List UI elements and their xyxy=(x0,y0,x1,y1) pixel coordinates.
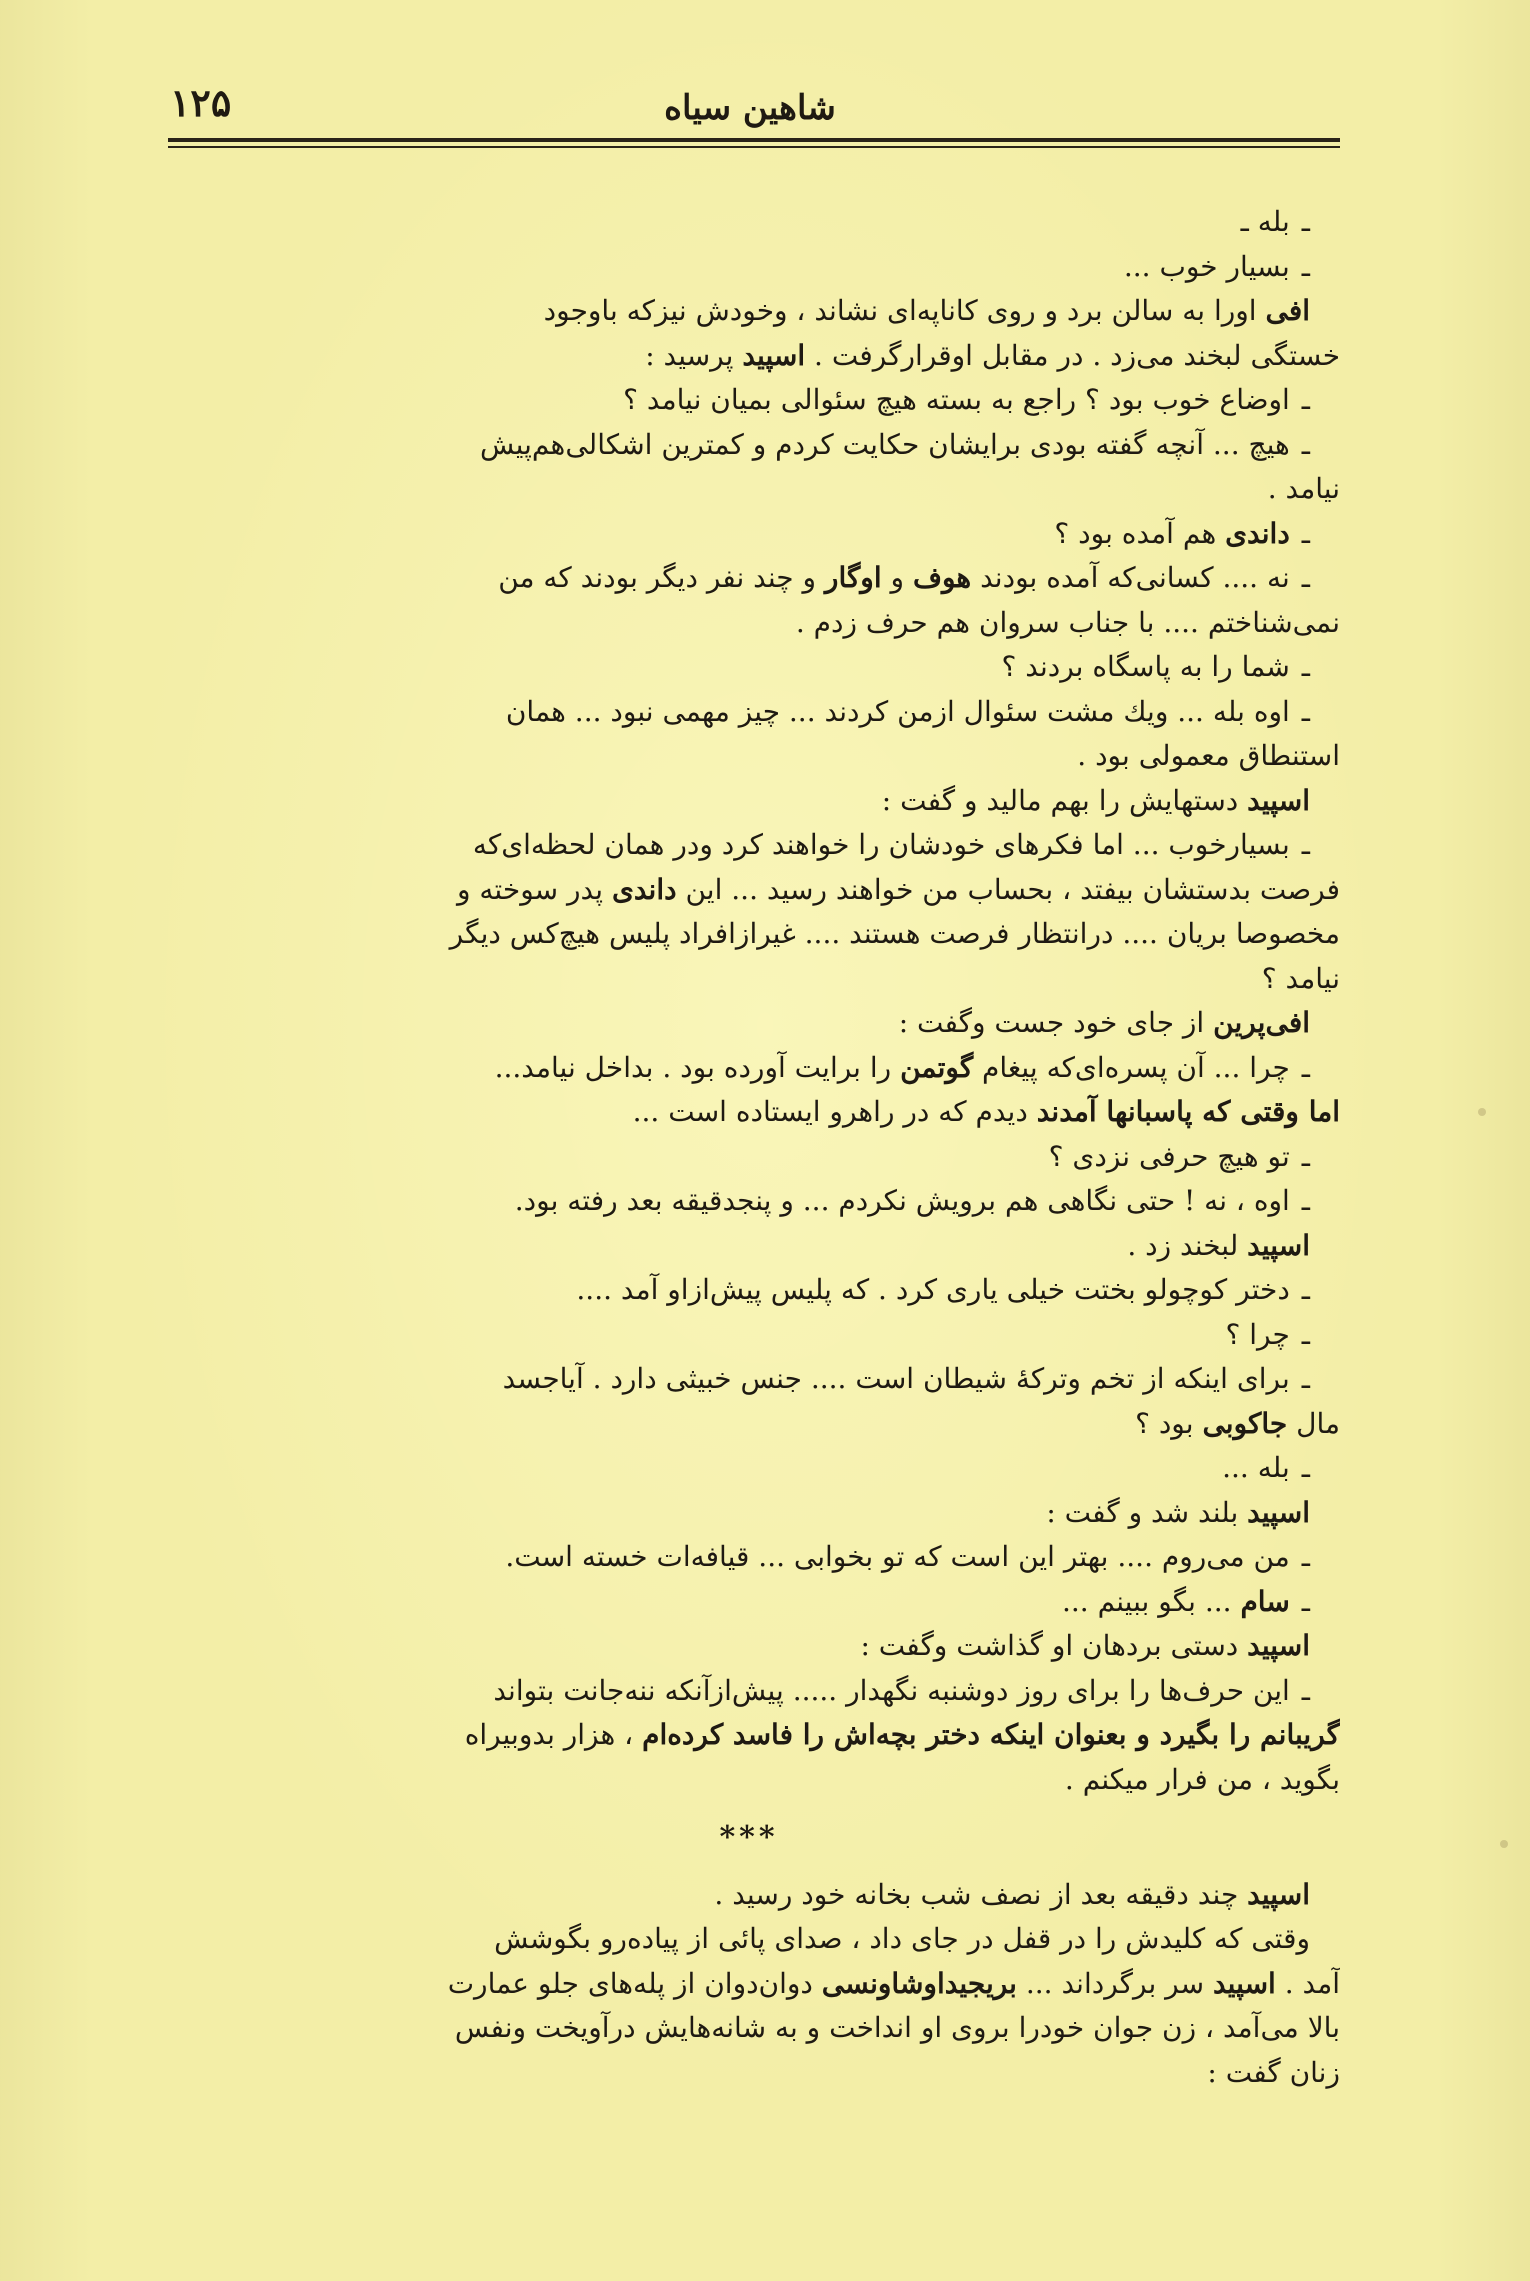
text-line: فرصت بدستشان بیفتد ، بحساب من خواهند رسید ... این داندی پدر سوخته و xyxy=(457,872,1340,906)
text-line: مخصوصا بریان .... درانتظار فرصت هستند .... غیرازافراد پلیس هیچ‌کس دیگر xyxy=(449,917,1340,950)
dialogue-line: ـچرا ؟ xyxy=(1225,1317,1310,1351)
dialogue-line: ـمن می‌روم .... بهتر این است که تو بخوابی ... قیافه‌ات خسته است. xyxy=(505,1540,1310,1573)
text-line: گریبانم را بگیرد و بعنوان اینکه دختر بچه‌اش را فاسد کرده‌ام ، هزار بدوبیراه xyxy=(464,1718,1340,1751)
text-line: نیامد ؟ xyxy=(1261,961,1340,995)
text-line: نمی‌شناختم .... با جناب سروان هم حرف زدم . xyxy=(795,605,1340,639)
paragraph-start-line: اسپید دستی بردهان او گذاشت وگفت : xyxy=(860,1629,1310,1662)
dialogue-line: ـبسیارخوب ... اما فکرهای خودشان را خواهند کرد ودر همان لحظه‌ای‌که xyxy=(472,828,1310,861)
dialogue-line: ـشما را به پاسگاه بردند ؟ xyxy=(1001,650,1310,683)
dialogue-line: ـبله ... xyxy=(1222,1451,1310,1484)
dialogue-line: ـنه .... کسانی‌که آمده بودند هوف و اوگار و چند نفر دیگر بودند که من xyxy=(498,561,1310,594)
page-header xyxy=(160,70,1340,140)
paragraph-start-line: اسپید لبخند زد . xyxy=(1127,1228,1310,1262)
dialogue-line: ـبله ـ xyxy=(1240,205,1310,238)
dialogue-line: ـسام ... بگو ببینم ... xyxy=(1061,1584,1310,1618)
paragraph-start-line: افی‌پرین از جای خود جست وگفت : xyxy=(898,1006,1310,1039)
dialogue-line: ـاوه ، نه ! حتی نگاهی هم برویش نکردم ... و پنجدقیقه بعد رفته بود. xyxy=(514,1184,1310,1217)
text-line: مال جاکوبی بود ؟ xyxy=(1135,1406,1340,1440)
section-separator: *** xyxy=(719,1820,779,1855)
running-title: شاهین سیاه xyxy=(664,88,836,128)
text-line: بگوید ، من فرار میکنم . xyxy=(1064,1762,1340,1796)
dialogue-line: ـچرا ... آن پسره‌ای‌که پیغام گوتمن را برایت آورده بود . بداخل نیامد... xyxy=(494,1050,1310,1084)
dialogue-line: ـاین حرف‌ها را برای روز دوشنبه نگهدار ..... پیش‌ازآنکه ننه‌جانت بتواند xyxy=(493,1673,1310,1707)
dialogue-line: ـتو هیچ حرفی نزدی ؟ xyxy=(1048,1139,1310,1173)
paragraph-start-line: اسپید دستهایش را بهم مالید و گفت : xyxy=(881,783,1310,817)
paragraph-start-line: اسپید چند دقیقه بعد از نصف شب بخانه خود رسید . xyxy=(714,1877,1310,1911)
dialogue-line: ـدختر کوچولو بختت خیلی یاری کرد . که پلیس پیش‌ازاو آمد .... xyxy=(576,1273,1310,1306)
dialogue-line: ـاوه بله ... ویك مشت سئوال ازمن کردند ... چیز مهمی نبود ... همان xyxy=(505,694,1310,728)
header-rule-thick xyxy=(168,138,1340,142)
dialogue-line: ـداندی هم آمده بود ؟ xyxy=(1054,516,1310,550)
body-text xyxy=(158,200,1340,2095)
paragraph-start-line: وقتی که کلیدش را در قفل در جای داد ، صدای پائی از پیاده‌رو بگوشش xyxy=(494,1922,1310,1955)
text-line: بالا می‌آمد ، زن جوان خودرا بروی او انداخت و به شانه‌هایش درآویخت ونفس xyxy=(454,2011,1340,2044)
text-line: زنان گفت : xyxy=(1207,2055,1340,2089)
text-line: خستگی لبخند می‌زد . در مقابل اوقرارگرفت . اسپید پرسید : xyxy=(645,338,1340,372)
text-line: نیامد . xyxy=(1267,472,1340,505)
text-line: آمد . اسپید سر برگرداند ... بریجیداوشاونسی دوان‌دوان از پله‌های جلو عمارت xyxy=(447,1966,1340,2000)
dialogue-line: ـبسیار خوب ... xyxy=(1123,249,1310,283)
dialogue-line: ـهیچ ... آنچه گفته بودی برایشان حکایت کردم و کمترین اشکالی‌هم‌پیش xyxy=(479,427,1310,461)
text-line: اما وقتی که پاسبانها آمدند دیدم که در راهرو ایستاده است ... xyxy=(632,1095,1340,1128)
dialogue-line: ـبرای اینکه از تخم وترکهٔ شیطان است .... جنس خبیثی دارد . آیاجسد xyxy=(502,1362,1310,1395)
text-line: استنطاق معمولی بود . xyxy=(1077,739,1340,772)
paragraph-start-line: افی اورا به سالن برد و روی کاناپه‌ای نشاند ، وخودش نیزکه باوجود xyxy=(543,294,1310,327)
header-rule-thin xyxy=(168,146,1340,148)
dialogue-line: ـاوضاع خوب بود ؟ راجع به بسته هیچ سئوالی بمیان نیامد ؟ xyxy=(623,383,1310,416)
paper-blemish xyxy=(1478,1108,1486,1116)
paper-blemish xyxy=(1500,1840,1508,1848)
paragraph-start-line: اسپید بلند شد و گفت : xyxy=(1046,1495,1310,1529)
page-number: ۱۲۵ xyxy=(170,80,232,125)
